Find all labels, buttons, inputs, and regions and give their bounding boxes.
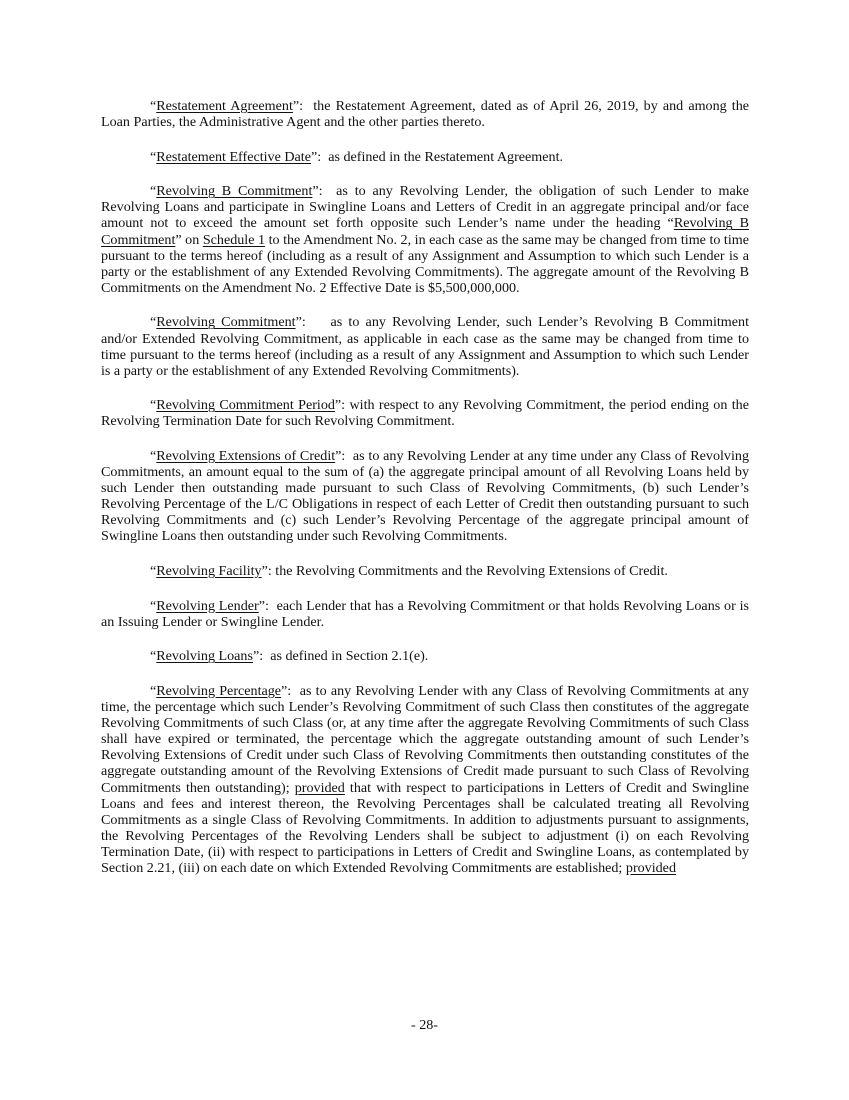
definition-revolving-lender: “Revolving Lender”: each Lender that has a Revolving Commitment or that holds Revolving Loans or is an Issuing Lender or Swingline Lender. [101, 597, 750, 630]
page-number: - 28- [410, 1017, 438, 1033]
definition-text: as to any Revolving Lender, such Lender’s Revolving B Commitment and/or Extended Revolving Commitment, as applicable in each case as the same may be changed from time to time pursuant to the terms hereof (including as a result of any Assignment and Assumption to which such Lender is a party or the establishment of any Extended Revolving Commitments). [101, 314, 749, 379]
definition-text: ” on [175, 231, 203, 248]
definition-revolving-b-commitment: “Revolving B Commitment”: as to any Revolving Lender, the obligation of such Lender to make Revolving Loans and participate in Swingline Loans and Letters of Credit in an aggregate principal and/or face amount not to exceed the amount set forth opposite such Lender’s name under the heading “Revolving B Commitment” on Schedule 1 to the Amendment No. 2, in each case as the same may be changed from time to time pursuant to the terms hereof (including as a result of any Assignment and Assumption to which such Lender is a party or the establishment of any Extended Revolving Commitments). The aggregate amount of the Revolving B Commitments on the Amendment No. 2 Effective Date is $5,500,000,000. [101, 183, 749, 296]
definition-revolving-commitment: “Revolving Commitment”: as to any Revolving Lender, such Lender’s Revolving B Commitment and/or Extended Revolving Commitment, as applicable in each case as the same may be changed from time to time pursuant to the terms hereof (including as a result of any Assignment and Assumption to which such Lender is a party or the establishment of any Extended Revolving Commitments). [101, 314, 749, 379]
defined-term: Revolving Lender [156, 597, 259, 614]
definition-revolving-percentage: “Revolving Percentage”: as to any Revolving Lender with any Class of Revolving Commitments at any time, the percentage which such Lender’s Revolving Commitment of such Class then constitutes of the aggregate Revolving Commitments of such Class (or, at any time after the aggregate Revolving Commitments of such Class shall have expired or terminated, the percentage which the aggregate outstanding amount of such Lender’s Revolving Extensions of Credit under such Class of Revolving Commitments then outstanding constitutes of the aggregate outstanding amount of the Revolving Extensions of Credit made pursuant to such Class of Revolving Commitments then outstanding); provided that with respect to participations in Letters of Credit and Swingline Loans and fees and interest thereon, the Revolving Percentages shall be calculated treating all Revolving Commitments as a single Class of Revolving Commitments. In addition to adjustments pursuant to assignments, the Revolving Percentages of the Revolving Lenders shall be subject to adjustment (i) on each Revolving Termination Date, (ii) with respect to participations in Letters of Credit and Swingline Loans, as contemplated by Section 2.21, (iii) on each date on which Extended Revolving Commitments are established; provided [101, 682, 750, 876]
definition-revolving-facility: “Revolving Facility”: the Revolving Commitments and the Revolving Extensions of Credit. [150, 563, 668, 580]
definition-revolving-loans: “Revolving Loans”: as defined in Section 2.1(e). [150, 648, 429, 665]
schedule-reference: Schedule 1 [202, 231, 266, 248]
defined-term: Revolving B Commitment [156, 183, 313, 200]
defined-term: Revolving Extensions of Credit [156, 448, 336, 464]
defined-term: Restatement Effective Date [156, 148, 311, 165]
definitions-section [101, 98, 749, 895]
defined-term: Revolving Facility [156, 563, 262, 580]
definition-revolving-extensions-of-credit: “Revolving Extensions of Credit”: as to any Revolving Lender at any time under any Class of Revolving Commitments, an amount equal to the sum of (a) the aggregate principal amount of all Revolving Loans held by such Lender then outstanding made pursuant to such Class of Revolving Commitments, (b) such Lender’s Revolving Percentage of the L/C Obligations in respect of each Letter of Credit then outstanding pursuant to such Revolving Commitments and (c) such Lender’s Revolving Percentage of the aggregate principal amount of Swingline Loans then outstanding under such Revolving Commitments. [101, 448, 749, 545]
definition-text: as to any Revolving Lender with any Class of Revolving Commitments at any time, the percentage which such Lender’s Revolving Commitment of such Class then constitutes of the aggregate Revolving Commitments of such Class (or, at any time after the aggregate Revolving Commitments of such Class shall have expired or terminated, the percentage which the aggregate outstanding amount of such Lender’s Revolving Extensions of Credit under such Class of Revolving Commitments then outstanding constitutes of the aggregate outstanding amount of the Revolving Extensions of Credit made pursuant to such Class of Revolving Commitments then outstanding); [101, 682, 750, 796]
definition-text: that with respect to participations in Letters of Credit and Swingline Loans and fees and interest thereon, the Revolving Percentages shall be calculated treating all Revolving Commitments as a single Class of Revolving Commitments. In addition to adjustments pursuant to assignments, the Revolving Percentages of the Revolving Lenders shall be subject to adjustment (i) on each Revolving Termination Date, (ii) with respect to participations in Letters of Credit and Swingline Loans, as contemplated by Section 2.21, (iii) on each date on which Extended Revolving Commitments are established; [101, 779, 749, 876]
definition-text: the Restatement Agreement, dated as of April 26, 2019, by and among the Loan Parties, the Administrative Agent and the other parties thereto. [101, 98, 750, 131]
definition-text: as defined in the Restatement Agreement. [328, 148, 564, 165]
proviso-term: provided [625, 859, 676, 876]
defined-term: Revolving Percentage [156, 682, 282, 699]
definition-text: each Lender that has a Revolving Commitment or that holds Revolving Loans or is an Issuing Lender or Swingline Lender. [101, 597, 750, 630]
definition-text: as to any Revolving Lender at any time under any Class of Revolving Commitments, an amount equal to the sum of (a) the aggregate principal amount of all Revolving Loans held by such Lender then outstanding made pursuant to such Class of Revolving Commitments, (b) such Lender’s Revolving Percentage of the L/C Obligations in respect of each Letter of Credit then outstanding pursuant to such Revolving Commitments and (c) such Lender’s Revolving Percentage of the aggregate principal amount of Swingline Loans then outstanding under such Revolving Commitments. [101, 448, 749, 545]
proviso-term: provided [294, 779, 345, 796]
definition-restatement-effective-date: “Restatement Effective Date”: as defined in the Restatement Agreement. [150, 148, 564, 165]
definition-revolving-commitment-period: “Revolving Commitment Period”: with respect to any Revolving Commitment, the period ending on the Revolving Termination Date for such Revolving Commitment. [101, 397, 749, 430]
defined-term: Revolving Loans [156, 648, 253, 665]
defined-term: Revolving Commitment [156, 314, 296, 331]
cross-reference-term: Revolving B Commitment [101, 215, 749, 248]
definition-text: the Revolving Commitments and the Revolving Extensions of Credit. [275, 563, 668, 580]
definition-text: as to any Revolving Lender, the obligation of such Lender to make Revolving Loans and participate in Swingline Loans and Letters of Credit in an aggregate principal and/or face amount not to exceed the amount set forth opposite such Lender’s name under the heading “ [101, 183, 749, 232]
definition-text: with respect to any Revolving Commitment, the period ending on the Revolving Termination Date for such Revolving Commitment. [101, 397, 749, 430]
definition-text: to the Amendment No. 2, in each case as the same may be changed from time to time pursuant to the terms hereof (including as a result of any Assignment and Assumption to which such Lender is a party or the establishment of any Extended Revolving Commitments). The aggregate amount of the Revolving B Commitments on the Amendment No. 2 Effective Date is $5,500,000,000. [101, 231, 749, 296]
defined-term: Revolving Commitment Period [156, 397, 335, 414]
defined-term: Restatement Agreement [156, 98, 293, 114]
definition-text: as defined in Section 2.1(e). [270, 648, 429, 665]
definition-restatement-agreement: “Restatement Agreement”: the Restatement Agreement, dated as of April 26, 2019, by and among the Loan Parties, the Administrative Agent and the other parties thereto. [101, 98, 750, 131]
